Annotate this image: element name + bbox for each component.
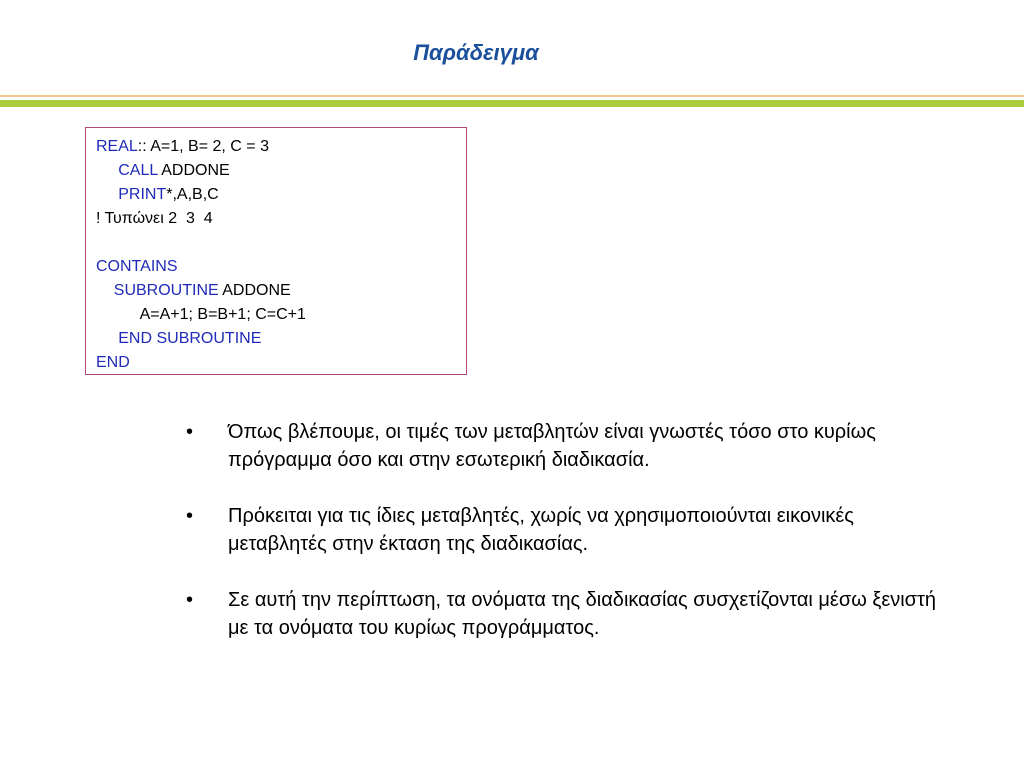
code-box xyxy=(85,127,467,375)
bullet-icon: • xyxy=(186,505,194,527)
bullet-icon: • xyxy=(186,421,194,443)
bullet-list xyxy=(186,418,956,670)
list-item xyxy=(186,586,956,642)
code-line: A=A+1; B=B+1; C=C+1 xyxy=(139,306,306,323)
code-line: ! Τυπώνει 2 3 4 xyxy=(96,210,213,227)
bullet-icon: • xyxy=(186,589,194,611)
bullet-text: Όπως βλέπουμε, οι τιμές των μεταβλητών είναι γνωστές τόσο στο κυρίως πρόγραμμα όσο και στην εσωτερική διαδικασία. xyxy=(228,421,876,471)
code-line: END SUBROUTINE xyxy=(118,330,262,347)
code-line: END xyxy=(96,354,130,371)
bullet-text: Πρόκειται για τις ίδιες μεταβλητές, χωρίς να χρησιμοποιούνται εικονικές μεταβλητές στην έκταση της διαδικασίας. xyxy=(228,505,854,555)
code-line: CONTAINS xyxy=(96,258,178,275)
bullet-text: Σε αυτή την περίπτωση, τα ονόματα της διαδικασίας συσχετίζονται μέσω ξενιστή με τα ονόματα του κυρίως προγράμματος. xyxy=(228,589,937,639)
code-line xyxy=(96,231,466,255)
code-line: PRINT*,A,B,C xyxy=(118,186,219,203)
slide-title: Παράδειγμα xyxy=(413,40,539,65)
header-rule-thick xyxy=(0,100,1024,107)
code-line: REAL:: A=1, B= 2, C = 3 xyxy=(96,138,269,155)
code-line: SUBROUTINE ADDONE xyxy=(113,282,291,299)
list-item xyxy=(186,418,956,474)
header-rule-thin xyxy=(0,95,1024,97)
code-line: CALL ADDONE xyxy=(118,162,230,179)
list-item xyxy=(186,502,956,558)
